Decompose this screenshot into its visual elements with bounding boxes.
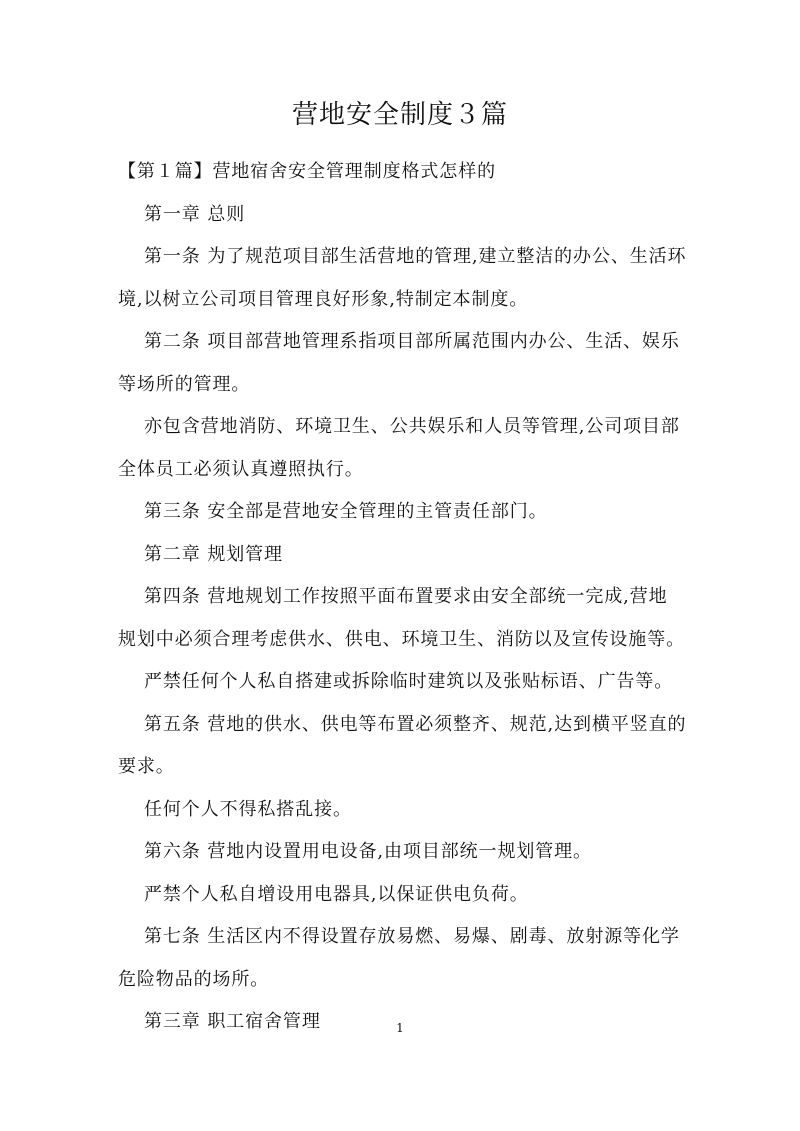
paragraph-line: 境,以树立公司项目管理良好形象,特制定本制度。 (118, 288, 529, 310)
paragraph-line: 第四条 营地规划工作按照平面布置要求由安全部统一完成,营地 (144, 586, 668, 607)
paragraph-line: 危险物品的场所。 (118, 968, 270, 990)
paragraph-line: 任何个人不得私搭乱接。 (144, 798, 352, 820)
document-body (118, 151, 687, 1044)
paragraph-line: 亦包含营地消防、环境卫生、公共娱乐和人员等管理,公司项目部 (144, 416, 680, 437)
document-title: 营地安全制度３篇 (291, 100, 508, 130)
paragraph-line: 严禁个人私自增设用电器具,以保证供电负荷。 (144, 883, 529, 905)
paragraph-line: 第五条 营地的供水、供电等布置必须整齐、规范,达到横平竖直的 (144, 713, 687, 735)
paragraph-line: 第七条 生活区内不得设置存放易燃、易爆、剧毒、放射源等化学 (144, 926, 680, 947)
paragraph-line: 规划中必须合理考虑供水、供电、环境卫生、消防以及宣传设施等。 (118, 628, 685, 650)
paragraph-line: 等场所的管理。 (118, 373, 251, 395)
chapter-heading: 第一章 总则 (144, 203, 246, 225)
paragraph-line: 第三条 安全部是营地安全管理的主管责任部门。 (144, 501, 548, 522)
chapter-heading: 第三章 职工宿舍管理 (144, 1011, 321, 1032)
paragraph-line: 严禁任何个人私自搭建或拆除临时建筑以及张贴标语、广告等。 (144, 671, 674, 692)
part-heading: 【第１篇】营地宿舍安全管理制度格式怎样的 (118, 161, 496, 182)
paragraph-line: 第二条 项目部营地管理系指项目部所属范围内办公、生活、娱乐 (144, 331, 680, 352)
chapter-heading: 第二章 规划管理 (144, 543, 283, 565)
paragraph-line: 全体员工必须认真遵照执行。 (118, 458, 364, 480)
paragraph-line: 第六条 营地内设置用电设备,由项目部统一规划管理。 (144, 841, 592, 862)
paragraph-line: 要求。 (118, 756, 175, 777)
paragraph-line: 第一条 为了规范项目部生活营地的管理,建立整洁的办公、生活环 (144, 246, 687, 267)
page-number: 1 (396, 1021, 404, 1035)
